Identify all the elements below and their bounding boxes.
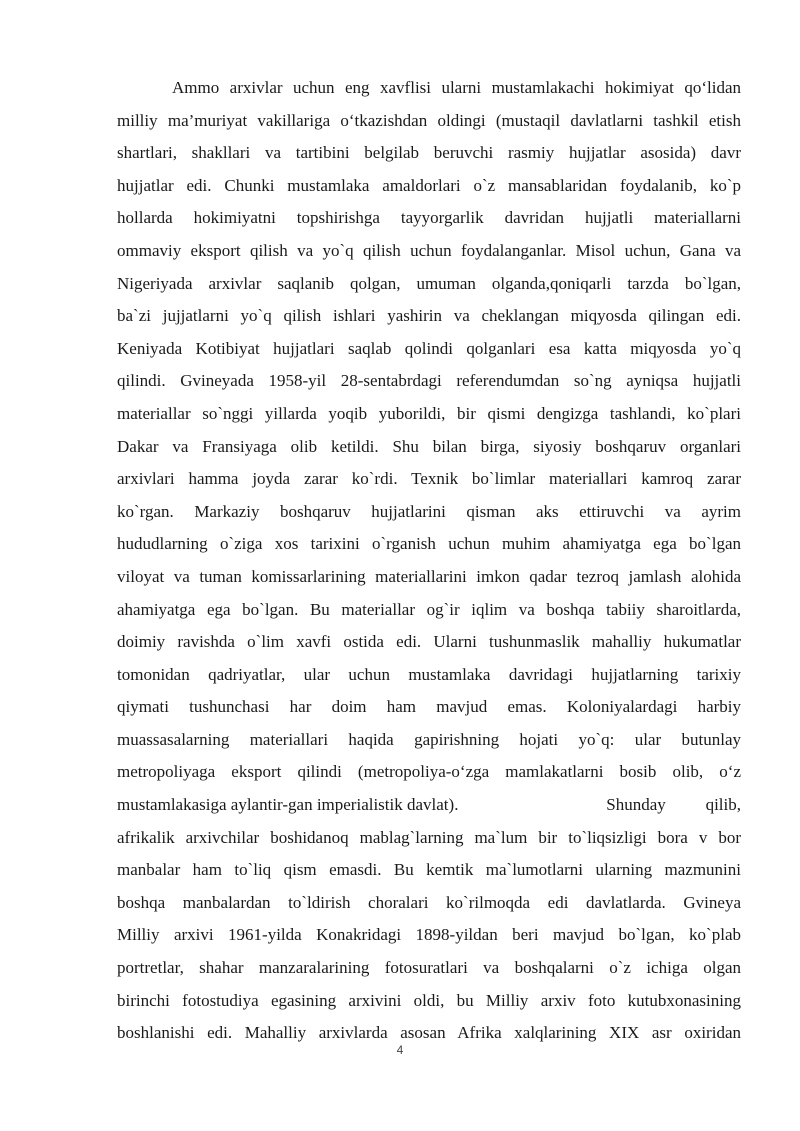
paragraph-line: hududlarning o`ziga xos tarixini o`rganish uchun muhim ahamiyatga ega bo`lgan	[117, 534, 741, 554]
paragraph-line: Dakar va Fransiyaga olib ketildi. Shu bilan birga, siyosiy boshqaruv organlari	[117, 436, 741, 456]
paragraph-line: qilindi. Gvineyada 1958-yil 28-sentabrdagi referendumdan so`ng ayniqsa hujjatli	[117, 371, 741, 391]
split-segment-2: Shunday	[606, 795, 666, 815]
paragraph-line: metropoliyaga eksport qilindi (metropoliya-o‘zga mamlakatlarni bosib olib, o‘z	[117, 762, 741, 782]
paragraph-line: qiymati tushunchasi har doim ham mavjud emas. Koloniyalardagi harbiy	[117, 697, 741, 717]
paragraph-line: ahamiyatga ega bo`lgan. Bu materiallar og`ir iqlim va boshqa tabiiy sharoitlarda,	[117, 599, 741, 619]
paragraph-line-split	[117, 789, 741, 822]
paragraph-line: arxivlari hamma joyda zarar ko`rdi. Texnik bo`limlar materiallari kamroq zarar	[117, 469, 741, 489]
paragraph-line: ko`rgan. Markaziy boshqaruv hujjatlarini qisman aks ettiruvchi va ayrim	[117, 501, 741, 521]
page-number: 4	[396, 1043, 404, 1057]
paragraph-line: shartlari, shakllari va tartibini belgilab beruvchi rasmiy hujjatlar asosida) davr	[117, 143, 741, 163]
paragraph-line: hollarda hokimiyatni topshirishga tayyorgarlik davridan hujjatli materiallarni	[117, 208, 741, 228]
paragraph-line: materiallar so`nggi yillarda yoqib yuborildi, bir qismi dengizga tashlandi, ko`plari	[117, 403, 741, 423]
paragraph-line: birinchi fotostudiya egasining arxivini oldi, bu Milliy arxiv foto kutubxonasining	[117, 990, 741, 1010]
split-segment-3: qilib,	[705, 795, 741, 815]
paragraph-line: viloyat va tuman komissarlarining materiallarini imkon qadar tezroq jamlash alohida	[117, 566, 741, 586]
body-text	[117, 72, 741, 1050]
paragraph-line: manbalar ham to`liq qism emasdi. Bu kemtik ma`lumotlarni ularning mazmunini	[117, 860, 741, 880]
paragraph-line: ba`zi jujjatlarni yo`q qilish ishlari yashirin va cheklangan miqyosda qilingan edi.	[117, 306, 741, 326]
paragraph-line: doimiy ravishda o`lim xavfi ostida edi. Ularni tushunmaslik mahalliy hukumatlar	[117, 632, 741, 652]
paragraph-line: boshqa manbalardan to`ldirish choralari ko`rilmoqda edi davlatlarda. Gvineya	[117, 892, 741, 912]
paragraph-line: muassasalarning materiallari haqida gapirishning hojati yo`q: ular butunlay	[117, 729, 741, 749]
split-segment-1: mustamlakasiga aylantir-gan imperialistik davlat).	[117, 795, 459, 815]
paragraph-line: afrikalik arxivchilar boshidanoq mablag`larning ma`lum bir to`liqsizligi bora v bor	[117, 827, 741, 847]
paragraph-line: portretlar, shahar manzaralarining fotosuratlari va boshqalarni o`z ichiga olgan	[117, 958, 741, 978]
paragraph-line: Nigeriyada arxivlar saqlanib qolgan, umuman olganda,qoniqarli tarzda bo`lgan,	[117, 273, 741, 293]
paragraph-line: boshlanishi edi. Mahalliy arxivlarda asosan Afrika xalqlarining XIX asr oxiridan	[117, 1023, 741, 1043]
paragraph-line: tomonidan qadriyatlar, ular uchun mustamlaka davridagi hujjatlarning tarixiy	[117, 664, 741, 684]
paragraph-line: Keniyada Kotibiyat hujjatlari saqlab qolindi qolganlari esa katta miqyosda yo`q	[117, 338, 741, 358]
paragraph-line: milliy ma’muriyat vakillariga o‘tkazishdan oldingi (mustaqil davlatlarni tashkil etish	[117, 110, 741, 130]
paragraph-line: Ammo arxivlar uchun eng xavflisi ularni mustamlakachi hokimiyat qo‘lidan	[172, 78, 741, 97]
paragraph-line: hujjatlar edi. Chunki mustamlaka amaldorlari o`z mansablaridan foydalanib, ko`p	[117, 175, 741, 195]
paragraph-line: Milliy arxivi 1961-yilda Konakridagi 1898-yildan beri mavjud bo`lgan, ko`plab	[117, 925, 741, 945]
paragraph-line: ommaviy eksport qilish va yo`q qilish uchun foydalanganlar. Misol uchun, Gana va	[117, 240, 741, 260]
